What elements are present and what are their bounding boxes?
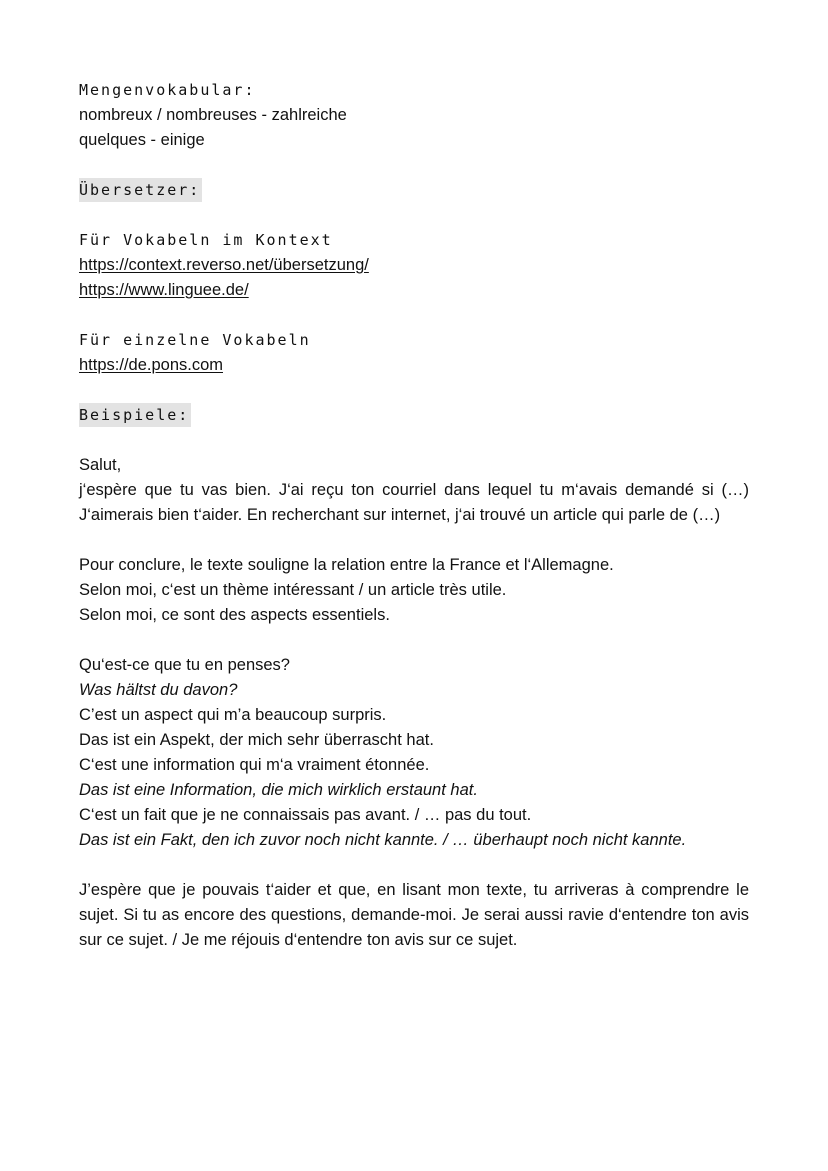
mengenvokabular-heading: Mengenvokabular:	[79, 81, 256, 99]
uebersetzer-heading-line	[79, 178, 749, 203]
context-vocab-heading: Für Vokabeln im Kontext	[79, 231, 333, 249]
reverso-link[interactable]: https://context.reverso.net/übersetzung/	[79, 256, 369, 274]
question-de: Was hältst du davon?	[79, 681, 238, 699]
answer-2-fr: C‘est une information qui m‘a vraiment étonnée.	[79, 756, 430, 774]
beispiele-heading-line	[79, 403, 749, 428]
vocab-line-quelques: quelques - einige	[79, 131, 205, 149]
greeting: Salut,	[79, 456, 122, 474]
closing-paragraph: J’espère que je pouvais t‘aider et que, en lisant mon texte, tu arriveras à comprendre le sujet. Si tu as encore des questions, demande-moi. Je serai aussi ravie d‘entendre ton avis sur ce sujet. / Je me réjouis d‘entendre ton avis sur ce sujet.	[79, 881, 749, 949]
question-fr: Qu‘est-ce que tu en penses?	[79, 656, 290, 674]
vocab-line-nombreux: nombreux / nombreuses - zahlreiche	[79, 106, 347, 124]
conclusion-line-2: Selon moi, c‘est un thème intéressant / un article très utile.	[79, 581, 507, 599]
uebersetzer-heading: Übersetzer:	[79, 178, 202, 202]
single-vocab-heading: Für einzelne Vokabeln	[79, 331, 311, 349]
intro-paragraph: j‘espère que tu vas bien. J‘ai reçu ton courriel dans lequel tu m‘avais demandé si (…) J‘aimerais bien t‘aider. En recherchant sur internet, j‘ai trouvé un article qui parle de (…)	[79, 481, 749, 524]
linguee-link[interactable]: https://www.linguee.de/	[79, 281, 249, 299]
answer-1-fr: C’est un aspect qui m’a beaucoup surpris.	[79, 706, 387, 724]
conclusion-line-1: Pour conclure, le texte souligne la relation entre la France et l‘Allemagne.	[79, 556, 614, 574]
answer-3-de: Das ist ein Fakt, den ich zuvor noch nicht kannte. / … überhaupt noch nicht kannte.	[79, 831, 687, 849]
beispiele-heading: Beispiele:	[79, 403, 191, 427]
pons-link[interactable]: https://de.pons.com	[79, 356, 223, 374]
conclusion-line-3: Selon moi, ce sont des aspects essentiels.	[79, 606, 390, 624]
answer-2-de: Das ist eine Information, die mich wirklich erstaunt hat.	[79, 781, 478, 799]
answer-3-fr: C‘est un fait que je ne connaissais pas avant. / … pas du tout.	[79, 806, 532, 824]
answer-1-de: Das ist ein Aspekt, der mich sehr überrascht hat.	[79, 731, 434, 749]
document-page	[79, 78, 749, 953]
